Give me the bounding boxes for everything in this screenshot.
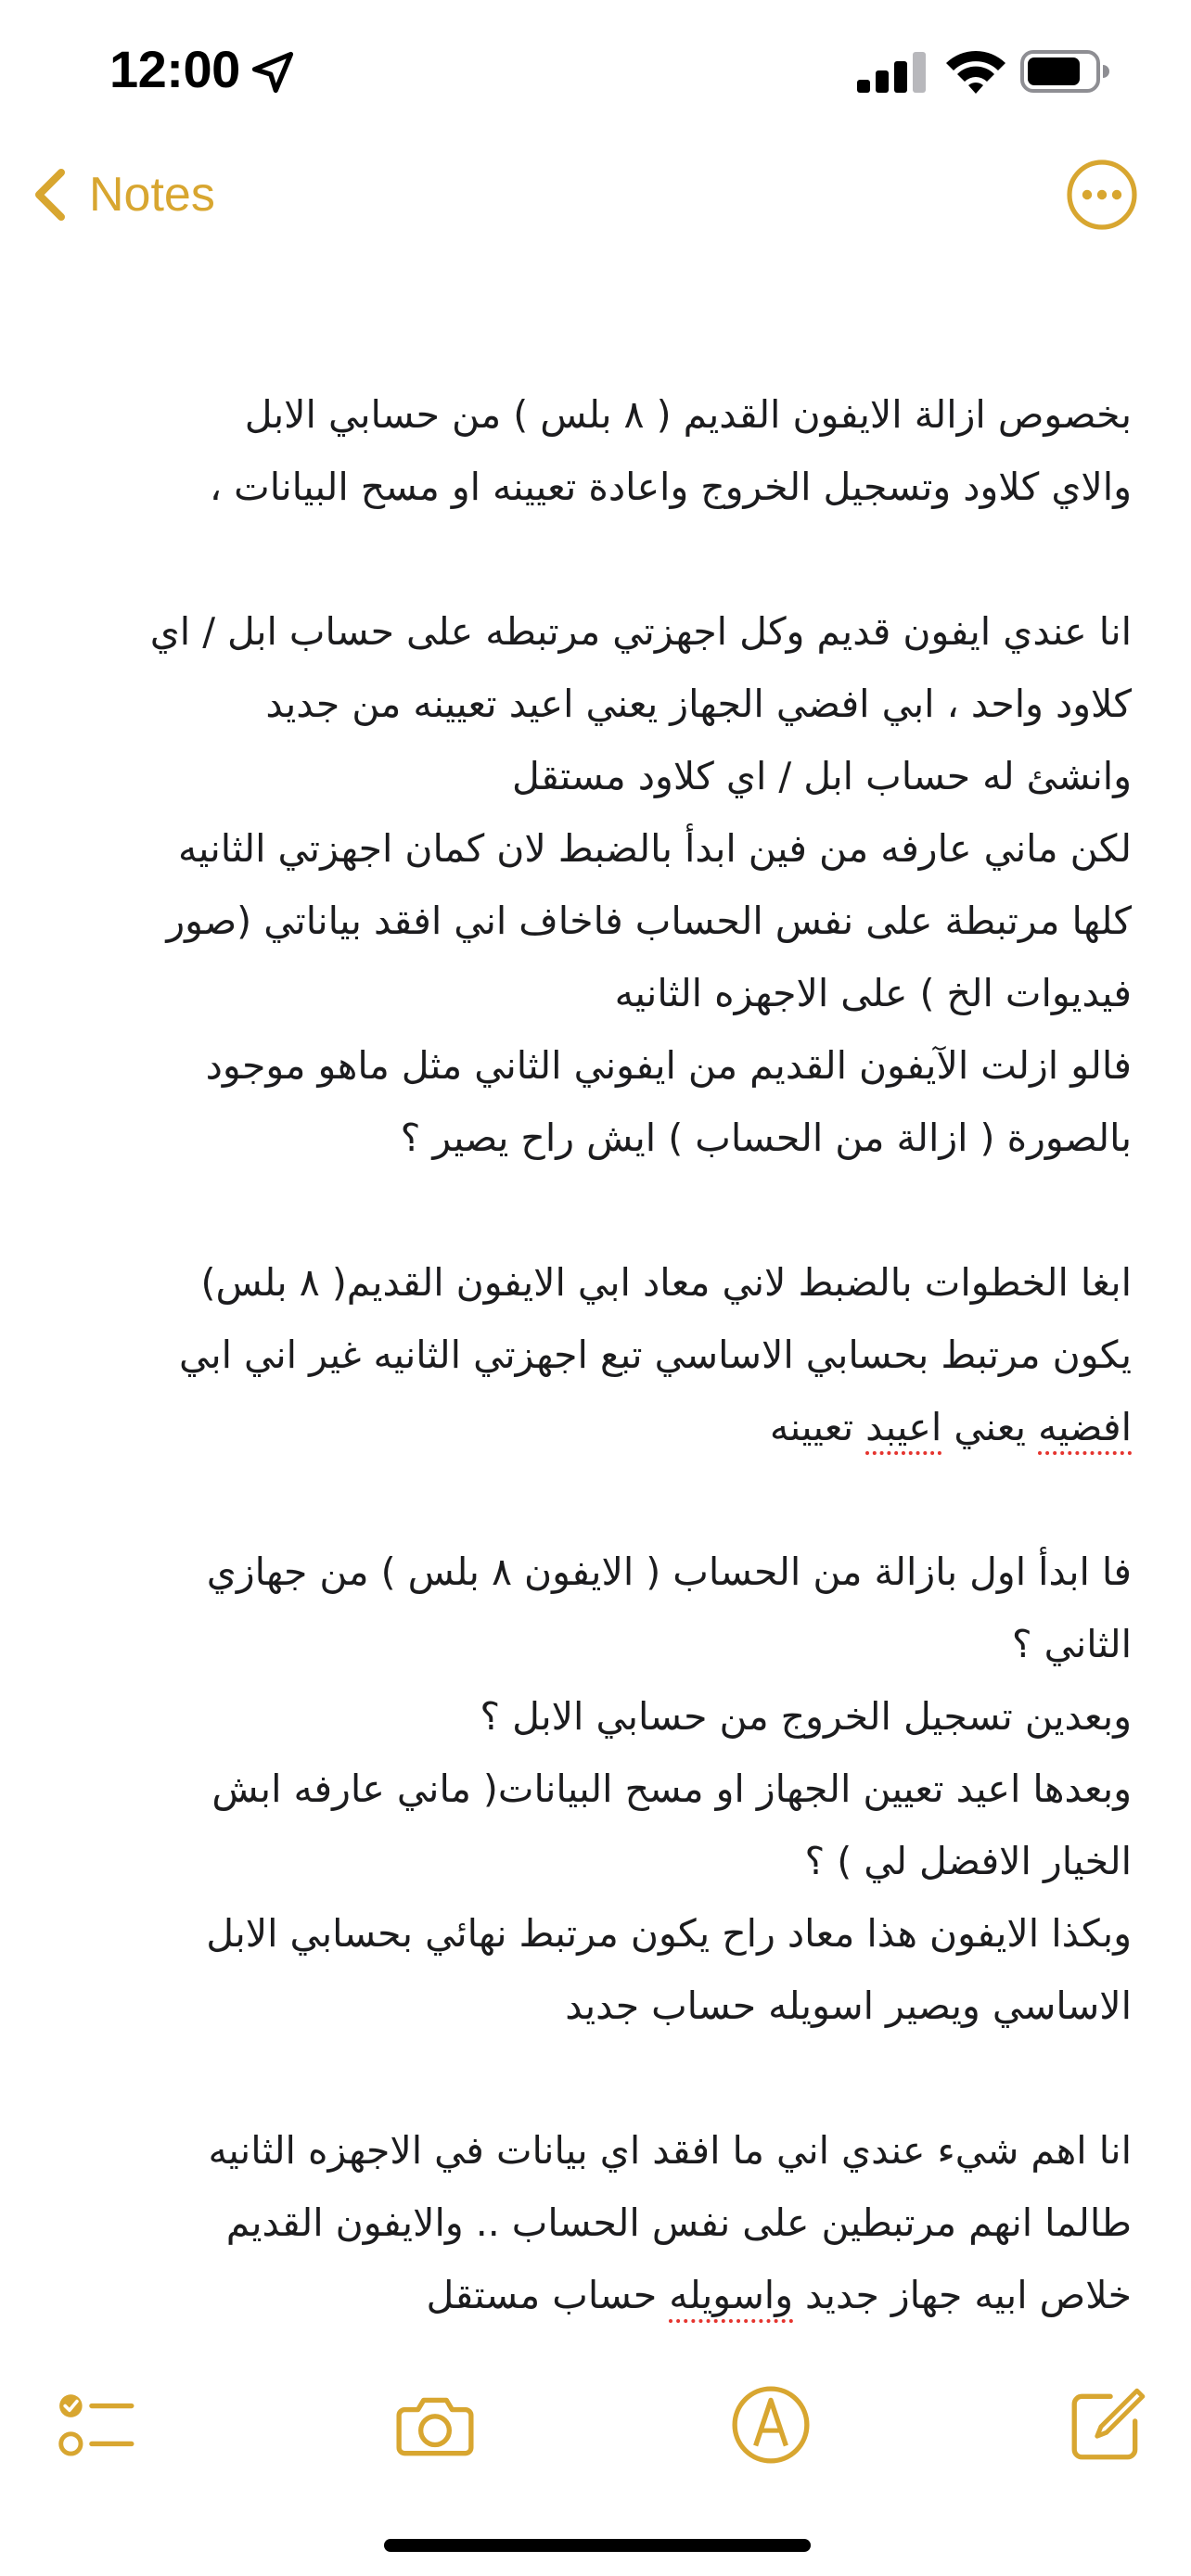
note-line: كلها مرتبطة على نفس الحساب فاخاف اني افقد بياناتي (صور (166, 899, 1132, 943)
note-line: وبعدين تسجيل الخروج من حسابي الابل ؟ (480, 1694, 1132, 1739)
note-line: ابغا الخطوات بالضبط لاني معاد ابي الايفون القديم( ٨ بلس) (200, 1260, 1132, 1305)
markup-pen-icon[interactable] (729, 2383, 813, 2467)
note-line: فيديوات الخ ) على الاجهزه الثانيه (614, 971, 1132, 1015)
note-line: بالصورة ( ازالة من الحساب ) ايش راح يصير ؟ (400, 1116, 1132, 1160)
note-line: كلاود واحد ، ابي افضي الجهاز يعني اعيد تعيينه من جديد (265, 682, 1132, 726)
home-indicator[interactable] (384, 2539, 811, 2552)
note-line: فالو ازلت الآيفون القديم من ايفوني الثاني مثل ماهو موجود (205, 1043, 1132, 1088)
note-text-area[interactable] (65, 378, 1132, 2331)
note-line: الثاني ؟ (1011, 1622, 1132, 1666)
more-ellipsis-icon[interactable] (1065, 158, 1139, 232)
note-line: انا عندي ايفون قديم وكل اجهزتي مرتبطه على حساب ابل / اي (149, 609, 1132, 654)
checklist-icon[interactable] (56, 2383, 139, 2467)
status-bar (0, 0, 1191, 139)
cellular-signal-icon (857, 52, 931, 93)
note-line: طالما انهم مرتبطين على نفس الحساب .. والايفون القديم (225, 2200, 1132, 2245)
misspelled-word[interactable]: اعيبد (865, 1405, 942, 1449)
note-line: لكن ماني عارفه من فين ابدأ بالضبط لان كمان اجهزتي الثانيه (177, 826, 1132, 871)
chevron-left-icon (32, 167, 69, 223)
back-label: Notes (89, 168, 215, 222)
note-line: وبكذا الايفون هذا معاد راح يكون مرتبط نهائي بحسابي الابل (206, 1911, 1132, 1956)
note-line: بخصوص ازالة الايفون القديم ( ٨ بلس ) من حسابي الابل (244, 392, 1132, 437)
camera-icon[interactable] (393, 2383, 477, 2467)
note-line: فا ابدأ اول بازالة من الحساب ( الايفون ٨ بلس ) من جهازي (206, 1549, 1132, 1594)
note-line-blank (65, 523, 1132, 595)
note-line: الخيار الافضل لي ) ؟ (804, 1839, 1132, 1883)
note-line: يكون مرتبط بحسابي الاساسي تبع اجهزتي الثانيه غير اني ابي (179, 1333, 1132, 1377)
compose-icon[interactable] (1065, 2383, 1148, 2467)
misspelled-word[interactable]: واسويله (669, 2273, 793, 2317)
note-line-blank (65, 2042, 1132, 2114)
note-line-with-spelling: خلاص ابيه جهاز جديد واسويله حساب مستقل (426, 2273, 1132, 2317)
battery-icon (1020, 50, 1109, 93)
back-to-notes-button[interactable] (32, 156, 215, 234)
note-line: انا اهم شيء عندي اني ما افقد اي بيانات في الاجهزه الثانيه (208, 2128, 1132, 2173)
note-line-blank (65, 1174, 1132, 1246)
misspelled-word[interactable]: افضيه (1038, 1405, 1132, 1449)
note-line: وبعدها اعيد تعيين الجهاز او مسح البيانات( ماني عارفه ابش (211, 1766, 1132, 1811)
note-line: الاساسي ويصير اسويله حساب جديد (565, 1983, 1132, 2028)
note-line: وانشئ له حساب ابل / اي كلاود مستقل (512, 754, 1132, 798)
note-line: والاي كلاود وتسجيل الخروج واعادة تعيينه او مسح البيانات ، (209, 465, 1132, 509)
status-time: 12:00 (109, 40, 240, 98)
note-line-blank (65, 1463, 1132, 1536)
wifi-icon (942, 46, 1009, 95)
note-line-with-spelling: افضيه يعني اعيبد تعيينه (769, 1405, 1132, 1449)
location-arrow-icon (249, 48, 297, 96)
